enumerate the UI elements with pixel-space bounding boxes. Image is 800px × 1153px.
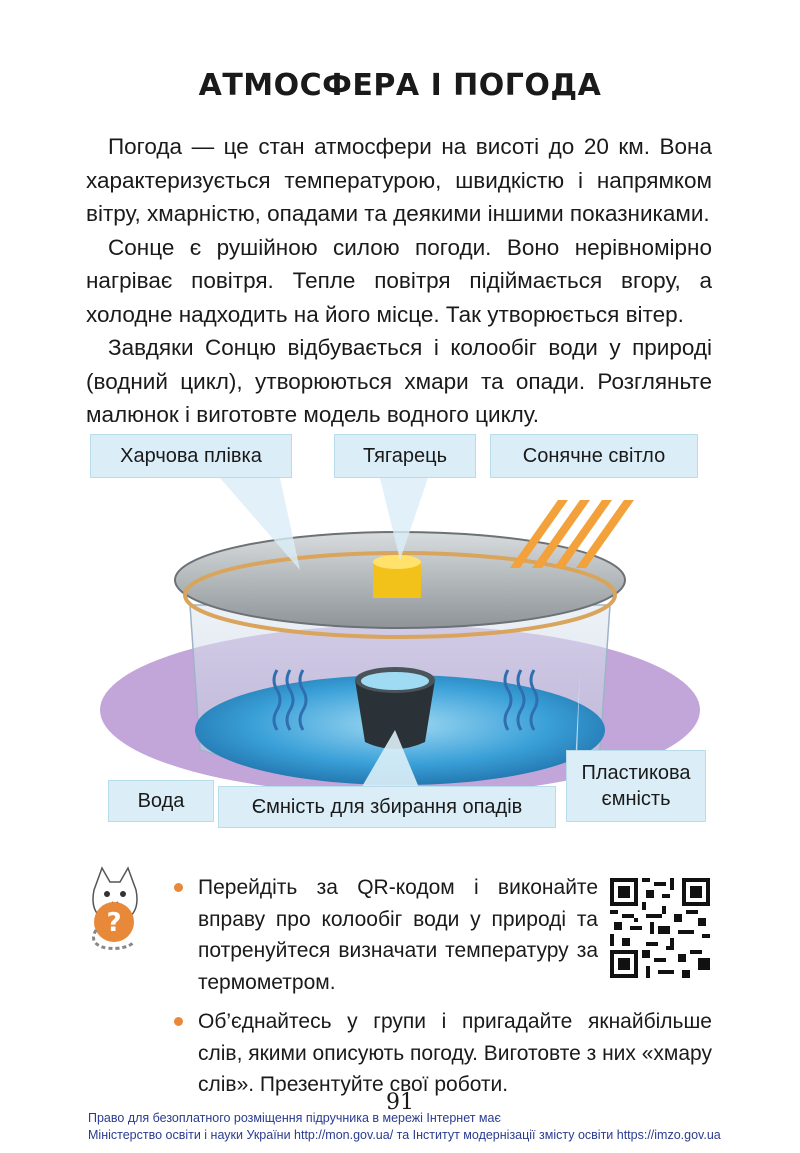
label-plastic-container bbox=[566, 750, 706, 822]
label-food-film: Харчова плівка bbox=[90, 434, 292, 478]
label-plastic-line1: Пластикова bbox=[581, 762, 691, 784]
task-text: Перейдіть за QR-кодом і виконайте вправу про колообіг води у природі та потренуйтеся визначати температуру за термометром. bbox=[198, 876, 598, 994]
paragraph: Сонце є рушійною силою погоди. Воно нерівномірно нагріває повітря. Тепле повітря підіймається вгору, а холодне надходить на його місце. Так утворюється вітер. bbox=[86, 234, 712, 327]
footer-line-2: Міністерство освіти і науки України http://mon.gov.ua/ та Інститут модернізації змісту освіти https://imzo.gov.ua bbox=[88, 1128, 721, 1142]
task-text: Об’єднайтесь у групи і пригадайте якнайбільше слів, якими описують погоду. Виготовте з них «хмару слів». Презентуйте свої роботи. bbox=[198, 1010, 712, 1096]
list-item bbox=[172, 1006, 712, 1101]
label-weight: Тягарець bbox=[334, 434, 476, 478]
body-text bbox=[86, 130, 712, 432]
footer-notice bbox=[88, 1110, 721, 1144]
page-number: 91 bbox=[386, 1090, 414, 1115]
page-title: АТМОСФЕРА І ПОГОДА bbox=[198, 68, 602, 103]
paragraph: Завдяки Сонцю відбувається і колообіг води у природі (водний цикл), утворюються хмари та опади. Розгляньте малюнок і виготовте модель водного циклу. bbox=[86, 335, 712, 427]
list-item bbox=[172, 872, 598, 998]
bullet-icon bbox=[174, 1017, 183, 1026]
label-plastic-line2: ємність bbox=[601, 788, 671, 810]
bullet-icon bbox=[174, 883, 183, 892]
weight bbox=[373, 555, 421, 598]
footer-line-1: Право для безоплатного розміщення підручника в мережі Інтернет має bbox=[88, 1111, 501, 1125]
label-collector: Ємність для збирання опадів bbox=[218, 786, 556, 828]
label-water: Вода bbox=[108, 780, 214, 822]
paragraph: Погода — це стан атмосфери на висоті до 20 км. Вона характеризується температурою, швидкістю і напрямком вітру, хмарністю, опадами та деякими іншими показниками. bbox=[86, 134, 712, 226]
qr-code[interactable] bbox=[610, 878, 710, 978]
water-cycle-diagram bbox=[80, 430, 720, 850]
svg-text:?: ? bbox=[106, 908, 122, 938]
label-sunlight: Сонячне світло bbox=[490, 434, 698, 478]
cat-question-mascot bbox=[84, 860, 146, 950]
